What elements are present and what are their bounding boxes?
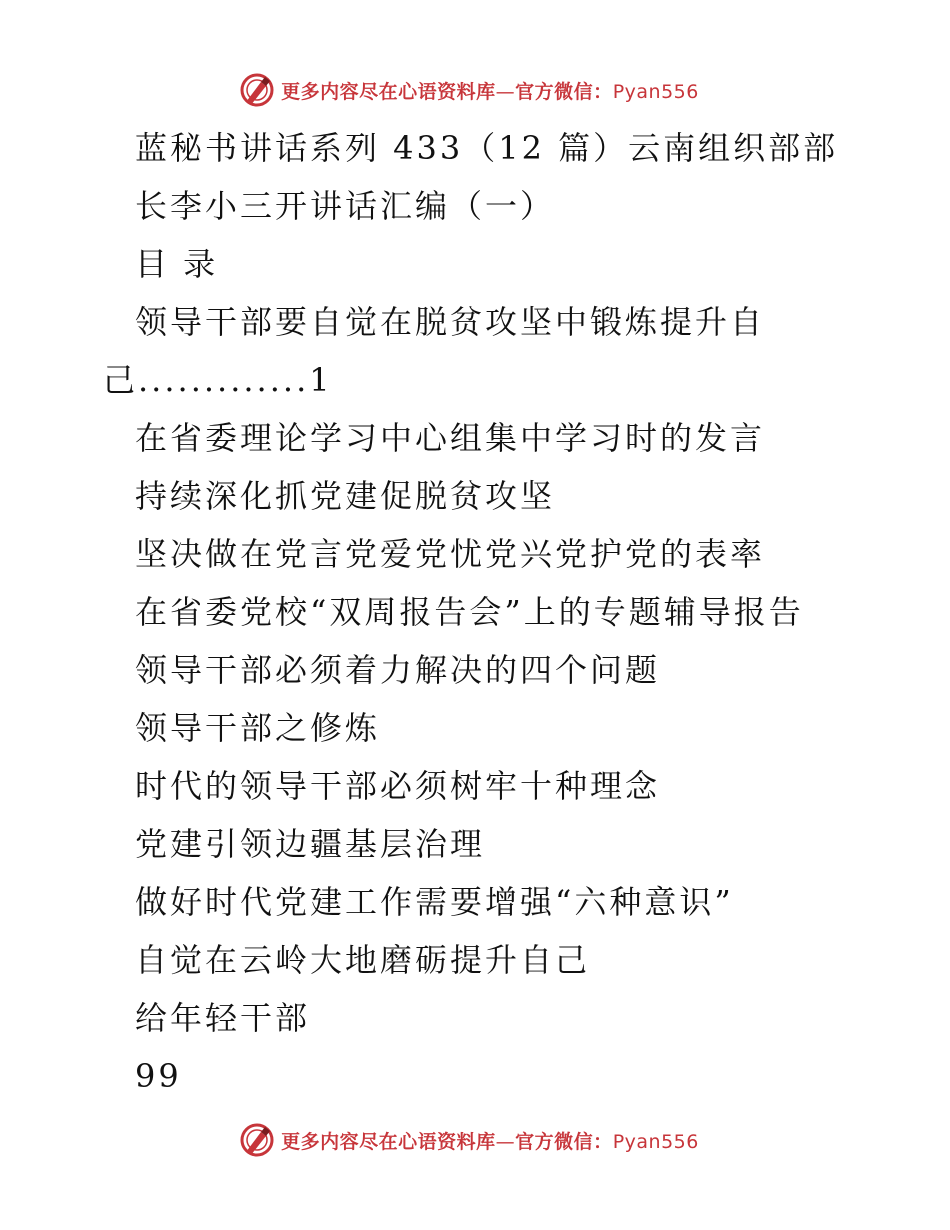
watermark-dash: —: [495, 1130, 516, 1153]
toc-entry: 领导干部必须着力解决的四个问题: [135, 651, 661, 689]
toc-entry: 在省委党校“双周报告会”上的专题辅导报告: [135, 593, 804, 631]
watermark-wechat-label: 官方微信：: [515, 1130, 613, 1153]
watermark-banner-top: [0, 70, 950, 110]
watermark-text-cn: 更多内容尽在心语资料库: [281, 1130, 496, 1153]
toc-entry: 在省委理论学习中心组集中学习时的发言: [135, 419, 766, 457]
watermark-account: Pyan556: [612, 1130, 699, 1153]
pen-logo-icon: [239, 72, 275, 108]
watermark-dash: —: [495, 80, 516, 103]
watermark-text-cn: 更多内容尽在心语资料库: [281, 80, 496, 103]
toc-heading: 目 录: [135, 245, 219, 283]
toc-entry: 己.............1: [103, 361, 333, 399]
watermark-content: [239, 72, 699, 108]
toc-entry: 坚决做在党言党爱党忧党兴党护党的表率: [135, 535, 766, 573]
toc-entry: 自觉在云岭大地磨砺提升自己: [135, 941, 591, 979]
toc-entry: 领导干部之修炼: [135, 709, 381, 747]
toc-page-number: 99: [135, 1057, 182, 1095]
watermark-text: [281, 1127, 699, 1154]
watermark-wechat-label: 官方微信：: [515, 80, 613, 103]
toc-entry: 做好时代党建工作需要增强“六种意识”: [135, 883, 734, 921]
document-title-line-2: 长李小三开讲话汇编（一）: [135, 187, 556, 225]
watermark-banner-bottom: [0, 1120, 950, 1160]
pen-logo-icon: [239, 1122, 275, 1158]
toc-entry: 党建引领边疆基层治理: [135, 825, 486, 863]
watermark-account: Pyan556: [612, 80, 699, 103]
toc-entry: 时代的领导干部必须树牢十种理念: [135, 767, 661, 805]
document-title-line-1: 蓝秘书讲话系列 433（12 篇）云南组织部部: [135, 129, 839, 167]
watermark-content: [239, 1122, 699, 1158]
toc-entry: 领导干部要自觉在脱贫攻坚中锻炼提升自: [135, 303, 766, 341]
toc-entry: 给年轻干部: [135, 999, 311, 1037]
toc-entry: 持续深化抓党建促脱贫攻坚: [135, 477, 556, 515]
watermark-text: [281, 77, 699, 104]
